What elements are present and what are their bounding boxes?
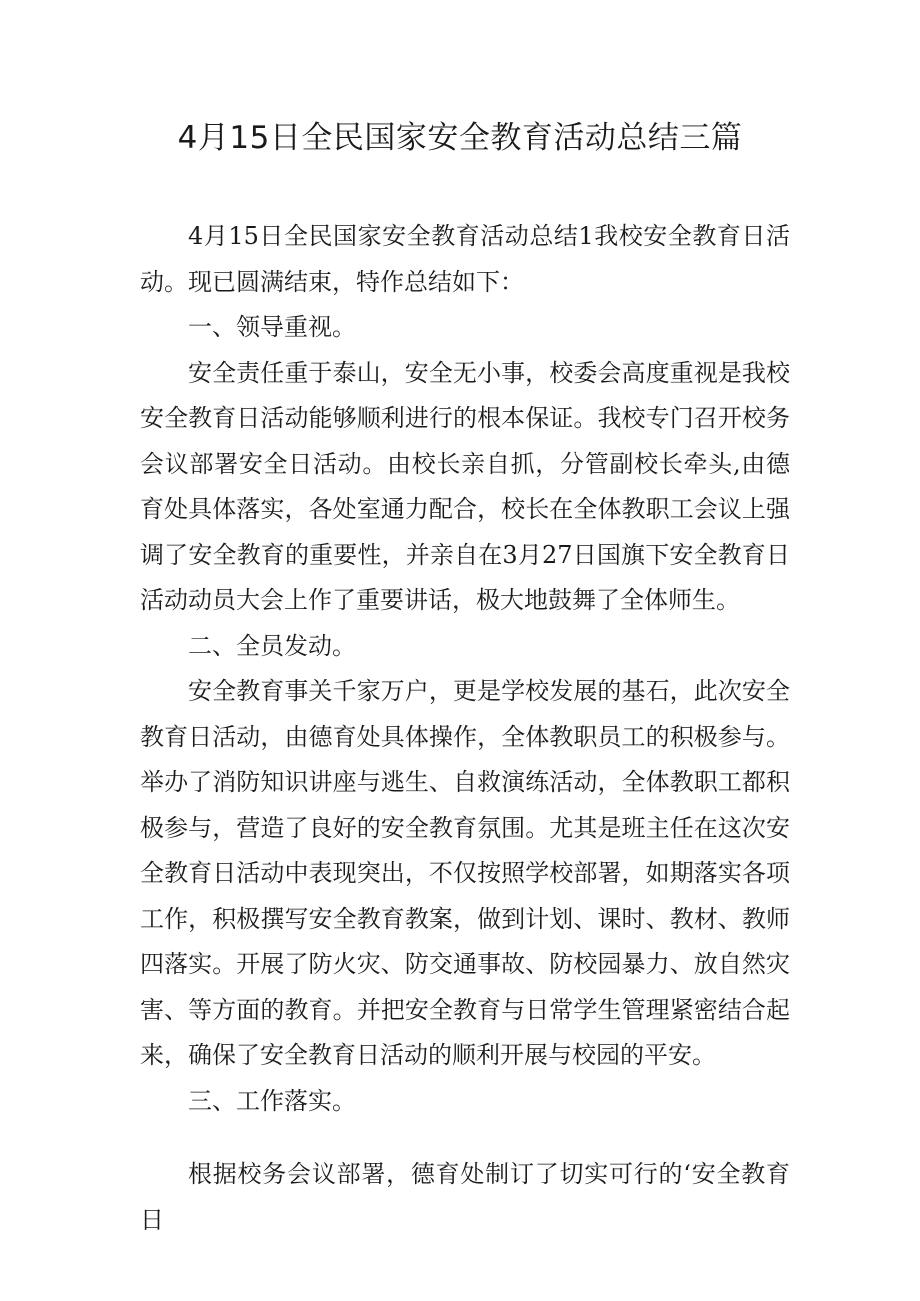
section-heading-mobilization: 二、全员发动。 xyxy=(188,631,356,660)
body-paragraph-mobilization: 安全教育事关千家万户，更是学校发展的基石，此次安全教育日活动，由德育处具体操作，全体教职员工的积极参与。举办了消防知识讲座与逃生、自救演练活动，全体教职工都积极参与，营造了良好的安全教育氛围。尤其是班主任在这次安全教育日活动中表现突出，不仅按照学校部署，如期落实各项工作，积极撰写安全教育教案，做到计划、课时、教材、教师四落实。开展了防火灾、防交通事故、防校园暴力、放自然灾害、等方面的教育。并把安全教育与日常学生管理紧密结合起来，确保了安全教育日活动的顺利开展与校园的平安。 xyxy=(140,677,790,1069)
body-paragraph-leadership: 安全责任重于泰山，安全无小事，校委会高度重视是我校安全教育日活动能够顺利进行的根本保证。我校专门召开校务会议部署安全日活动。由校长亲自抓，分管副校长牵头,由德育处具体落实，各处室通力配合，校长在全体教职工会议上强调了安全教育的重要性，并亲自在3月27日国旗下安全教育日活动动员大会上作了重要讲话，极大地鼓舞了全体师生。 xyxy=(140,358,790,614)
body-paragraph-implementation: 根据校务会议部署，德育处制订了切实可行的‘安全教育日 xyxy=(140,1160,790,1234)
document-body xyxy=(140,214,790,1243)
section-heading-leadership: 一、领导重视。 xyxy=(188,313,356,341)
intro-paragraph: 4月15日全民国家安全教育活动总结1我校安全教育日活动。现已圆满结束，特作总结如下： xyxy=(140,222,790,296)
section-heading-implementation: 三、工作落实。 xyxy=(188,1086,356,1115)
document-title: 4月15日全民国家安全教育活动总结三篇 xyxy=(177,120,743,156)
